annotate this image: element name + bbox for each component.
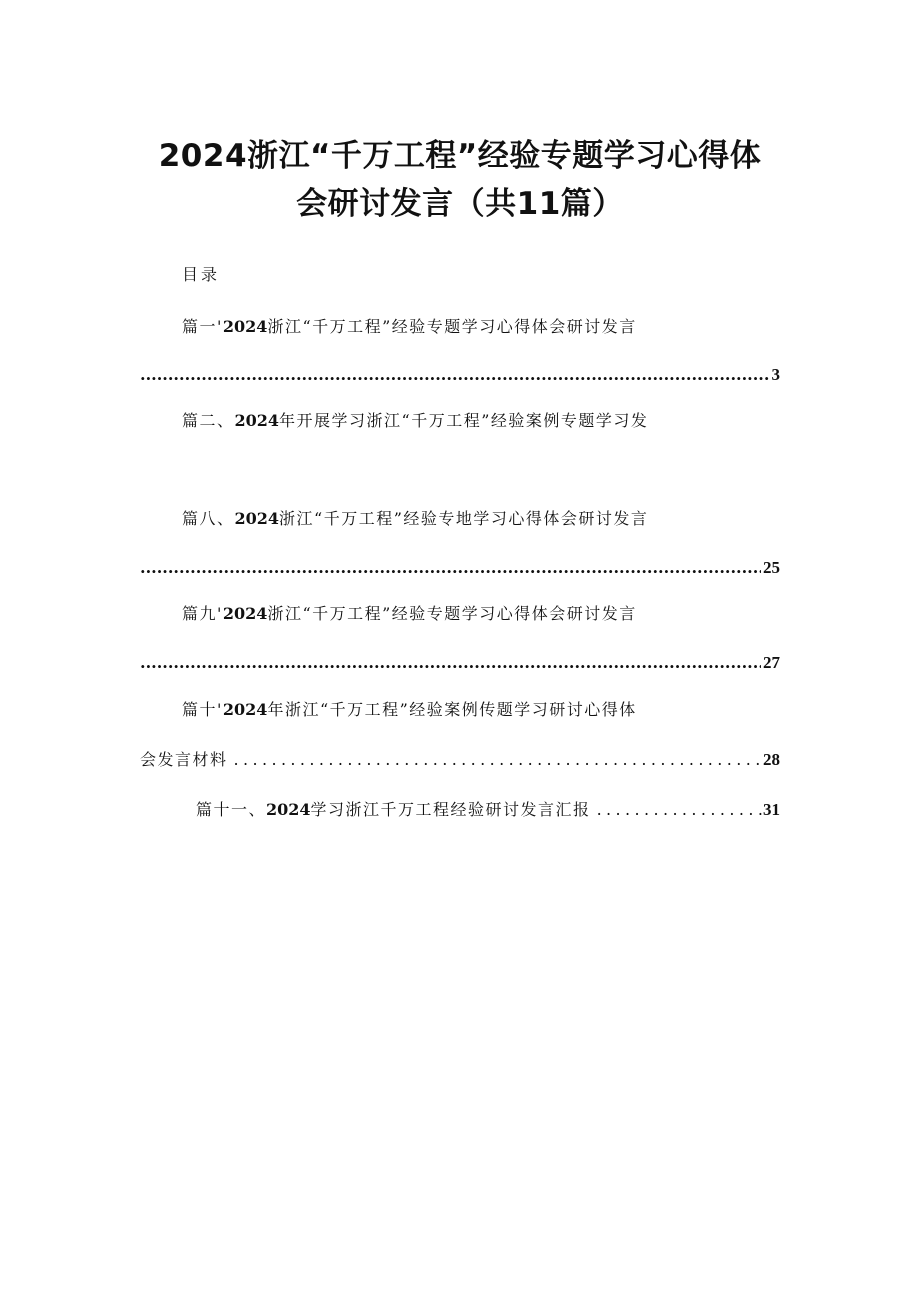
toc-entry-year: 2024 — [234, 411, 280, 430]
toc-entry-title: 学习浙江千万工程经验研讨发言汇报 — [310, 800, 591, 819]
toc-page-number: 31 — [763, 800, 780, 819]
dot-leader — [140, 364, 770, 386]
dot-leader — [140, 652, 761, 674]
toc-entry-prefix: 篇二、 — [182, 411, 235, 430]
toc-entry-1[interactable] — [182, 316, 637, 338]
toc-entry-year: 2024 — [222, 317, 268, 336]
toc-entry-prefix: 篇一' — [182, 317, 223, 336]
toc-entry-prefix: 篇十' — [182, 700, 223, 719]
toc-entry-2[interactable] — [182, 410, 648, 432]
toc-entry-title: 浙江“千万工程”经验专地学习心得体会研讨发言 — [279, 509, 649, 528]
toc-entry-5-continuation[interactable] — [140, 749, 780, 771]
toc-entry-prefix: 篇八、 — [182, 509, 235, 528]
toc-entry-title-continuation: 会发言材料 — [140, 750, 228, 769]
toc-entry-5[interactable] — [182, 699, 637, 721]
toc-entry-6[interactable] — [196, 799, 780, 821]
toc-entry-year: 2024 — [234, 509, 280, 528]
toc-entry-prefix: 篇十一、 — [196, 800, 267, 819]
dot-leader — [591, 799, 763, 821]
dot-leader — [140, 557, 761, 579]
toc-page-number: 3 — [771, 365, 780, 384]
toc-leader-1 — [140, 364, 780, 386]
toc-entry-year: 2024 — [222, 604, 268, 623]
toc-entry-4[interactable] — [182, 603, 637, 625]
toc-entry-3[interactable] — [182, 508, 648, 530]
toc-entry-prefix: 篇九' — [182, 604, 223, 623]
toc-heading: 目录 — [182, 265, 221, 284]
toc-entry-title: 浙江“千万工程”经验专题学习心得体会研讨发言 — [267, 604, 637, 623]
toc-page-number: 27 — [763, 653, 780, 672]
toc-page-number: 28 — [763, 750, 780, 769]
toc-entry-year: 2024 — [266, 800, 311, 819]
document-title-line-1: 2024浙江“千万工程”经验专题学习心得体 — [158, 138, 762, 174]
toc-entry-title: 年浙江“千万工程”经验案例传题学习研讨心得体 — [267, 700, 637, 719]
toc-page-number: 25 — [763, 558, 780, 577]
toc-entry-title: 年开展学习浙江“千万工程”经验案例专题学习发 — [279, 411, 649, 430]
toc-entry-year: 2024 — [222, 700, 268, 719]
toc-leader-4 — [140, 652, 780, 674]
dot-leader — [228, 749, 763, 771]
toc-leader-3 — [140, 557, 780, 579]
document-title-line-2: 会研讨发言（共11篇） — [296, 186, 624, 222]
toc-entry-title: 浙江“千万工程”经验专题学习心得体会研讨发言 — [267, 317, 637, 336]
toc-entry-text — [196, 799, 591, 821]
